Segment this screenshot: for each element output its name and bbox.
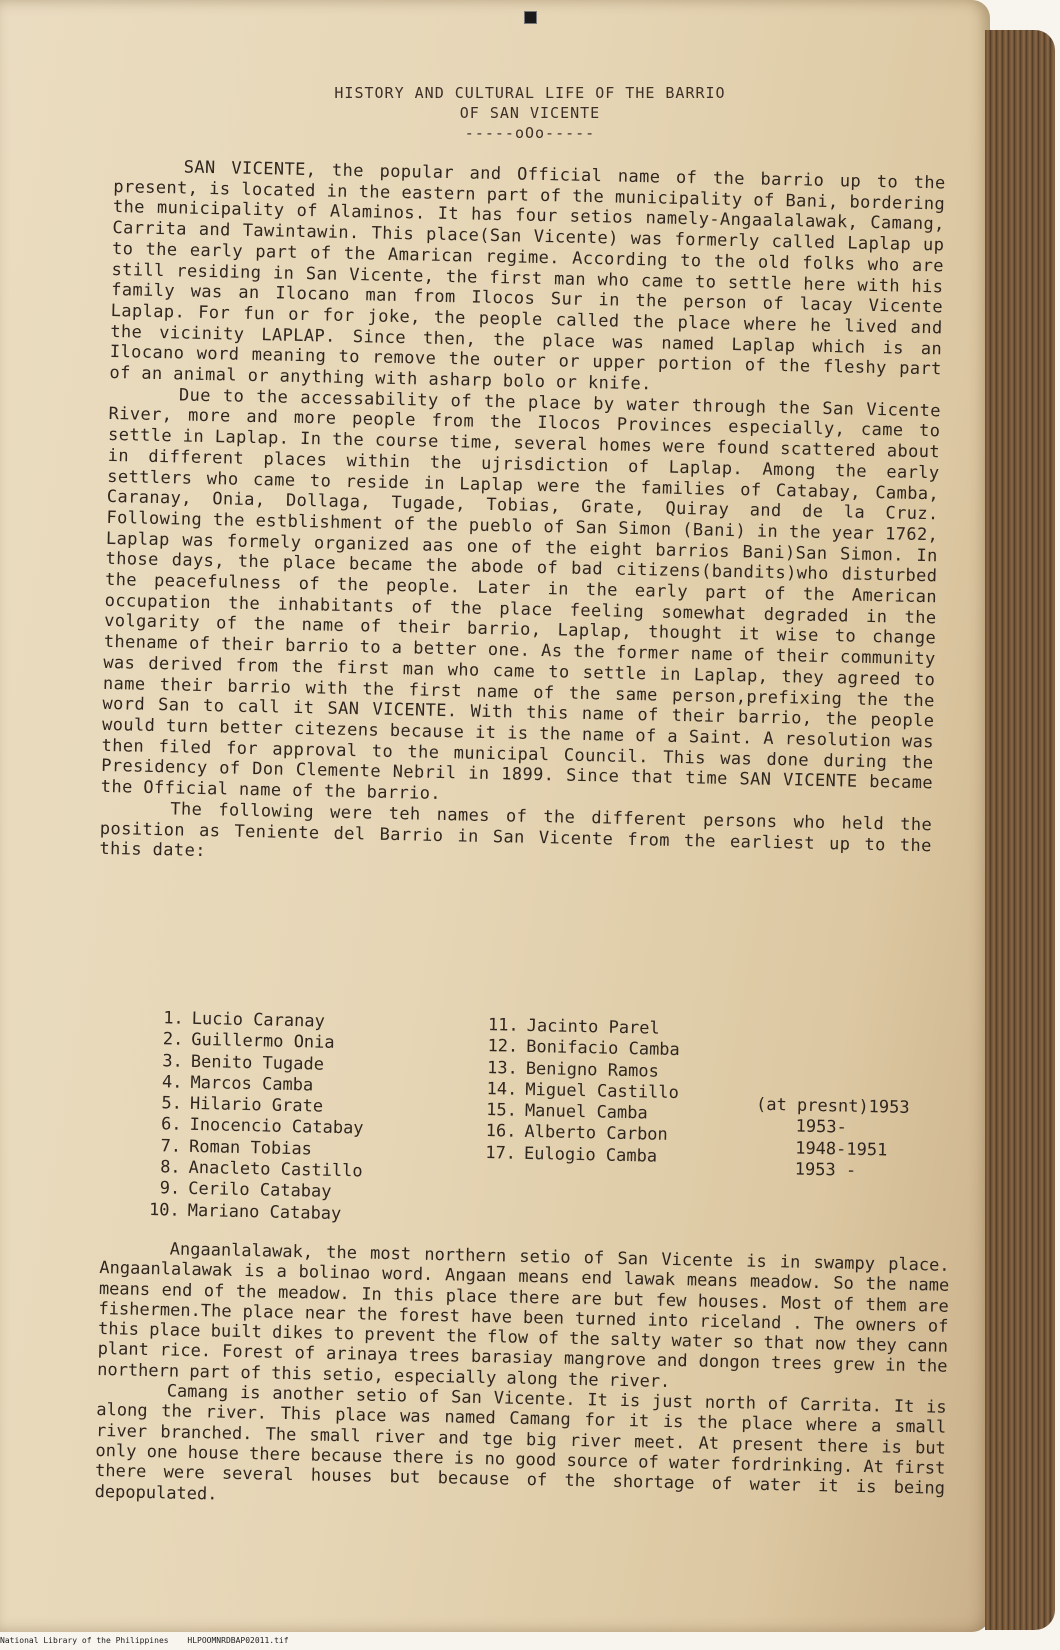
list-number: 17. [485,1142,517,1164]
list-number: 10. [148,1199,180,1221]
list-number: 2. [162,1029,184,1050]
teniente-name: Hilario Grate [189,1094,324,1117]
list-number: 7. [160,1136,182,1157]
tenure-date: 1953- [795,1116,848,1138]
list-number: 16. [485,1121,517,1143]
paragraph-teniente-intro: The following were teh names of the different persons who held the position as Teniente del Barrio in San Vicente from the earliest up to the this date: [99,799,933,862]
teniente-name: Eulogio Camba [523,1143,658,1167]
tenure-date: 1953 - [794,1159,857,1181]
list-number: 13. [486,1057,519,1079]
setio-descriptions [94,1238,949,1520]
paragraph-history: SAN VICENTE, the popular and Official name of the barrio up to the present, is located in the eastern part of the municipality of Bani, bordering the municipality of Alaminos. It has four setios namely-Angaalalawak, Camang, Carrita and Tawintawin. This place(San Vicente) was formerly called Laplap up to the early part of the Amarican regime. According to the old folks who are still residing in San Vicente, the first man who came to settle here with his family was an Ilocano man from Ilocos Sur in the person of lacay Vicente Laplap. For fun or for joke, the people called the place where he lived and the vicinity LAPLAP. Since then, the place was named Laplap which is an Ilocano word meaning to remove the outer or upper portion of the fleshy part of an animal or anything with asharp bolo or knife. [109,157,946,395]
paragraph-camang: Camang is another setio of San Vicente. It is just north of Carrita. It is along the river. This place was named Camang for it is the place where a small river branched. The small river and tge big river meet. At present there is but only one house there because there is no good source of water fordrinking. At first there were several houses but because of the shortage of water it is being depopulated. [94,1381,947,1505]
list-number: 5. [161,1093,183,1114]
teniente-name: Roman Tobias [188,1136,313,1160]
list-number: 15. [486,1100,518,1121]
teniente-name: Inocencio Catabay [189,1115,364,1139]
document-title-rule: -----oOo----- [464,124,596,142]
footer-source: National Library of the Philippines [0,1636,169,1645]
teniente-list-left [146,1008,366,1225]
teniente-list-right [482,1015,681,1168]
teniente-list-item [146,1200,362,1226]
list-number: 4. [161,1072,183,1093]
tenure-date: 1948-1951 [794,1138,888,1161]
list-number: 6. [160,1114,182,1136]
document-title-line2: OF SAN VICENTE [459,104,601,122]
scan-marker-icon [524,11,537,24]
list-number: 1. [163,1008,184,1029]
document-body [99,156,946,877]
teniente-name: Benito Tugade [190,1051,325,1075]
teniente-name: Bonifacio Camba [526,1037,680,1061]
teniente-name: Marcos Camba [190,1072,314,1096]
teniente-name: Manuel Camba [524,1101,648,1124]
list-number: 14. [486,1078,518,1100]
teniente-name: Benigno Ramos [525,1058,660,1082]
paragraph-angaanlalawak: Angaanlalawak, the most northern setio of San Vicente is in swampy place. Angaanlalawak is a bolinao word. Angaan means end lawak means meadow. So the name means end of the meadow. In this place there are but few houses. Most of them are fishermen.The place near the forest have been turned into riceland . The owners of this place built dikes to prevent the flow of the salty water so that now they cann plant rice. Forest of arinaya trees barasiay mangrove and dongon trees grew in the northern part of this setio, especially along the river. [97,1239,950,1392]
paragraph-settlers: Due to the accessability of the place by water through the San Vicente River, more and more people from the Ilocos Provinces especially, came to settle in Laplap. In the course time, several homes were found scattered about in different places within the ujrisdiction of Laplap. Among the early settlers who came to reside in Laplap were the families of Catabay, Camba, Caranay, Onia, Dollaga, Tugade, Tobias, Grate, Quiray and de la Cruz. Following the estblishment of the pueblo of San Simon (Bani) in the year 1762, Laplap was formely organized aas one of the eight barrios Bani)San Simon. In those days, the place became the abode of bad citizens(bandits)who disturbed the peacefulness of the people. Later in the early part of the American occupation the inhabitants of the place feeling somewhat degraded in the volgarity of the name of their barrio, Laplap, thought it wise to change thename of their barrio to a better one. As the former name of their community was derived from the first man who came to settle in Laplap, they agreed to name their barrio with the first name of the same person,prefixing the the word San to call it SAN VICENTE. With this name of their barrio, the people would turn better citezens because it is the name of a Saint. A resolution was then filed for approval to the municipal Council. This was done during the Presidency of Don Clemente Nebril in 1899. Since that time SAN VICENTE became the Official name of the barrio. [100,385,942,805]
list-number: 12. [487,1036,519,1058]
book-spine-edge [985,30,1055,1630]
teniente-name: Cerilo Catabay [188,1179,332,1203]
document-title-line1: HISTORY AND CULTURAL LIFE OF THE BARRIO [334,84,726,102]
teniente-name: Jacinto Parel [526,1015,660,1039]
tenure-date: (at presnt)1953 [755,1094,910,1118]
list-number: 8. [159,1157,181,1178]
teniente-name: Guillermo Onia [191,1030,335,1054]
teniente-name: Miguel Castillo [525,1079,680,1103]
teniente-name: Anacleto Castillo [188,1157,363,1182]
teniente-name: Mariano Catabay [187,1200,342,1224]
teniente-name: Lucio Caranay [191,1008,326,1032]
teniente-list [145,1008,969,1245]
teniente-name: Alberto Carbon [524,1122,668,1146]
scan-footer [0,1636,1060,1645]
list-number: 11. [487,1015,519,1036]
list-number: 9. [159,1178,181,1200]
teniente-list-item [482,1143,678,1168]
tenure-dates [755,1095,910,1183]
footer-filename: HLPOOMNRDBAP02011.tif [187,1636,289,1645]
list-number: 3. [162,1050,184,1072]
